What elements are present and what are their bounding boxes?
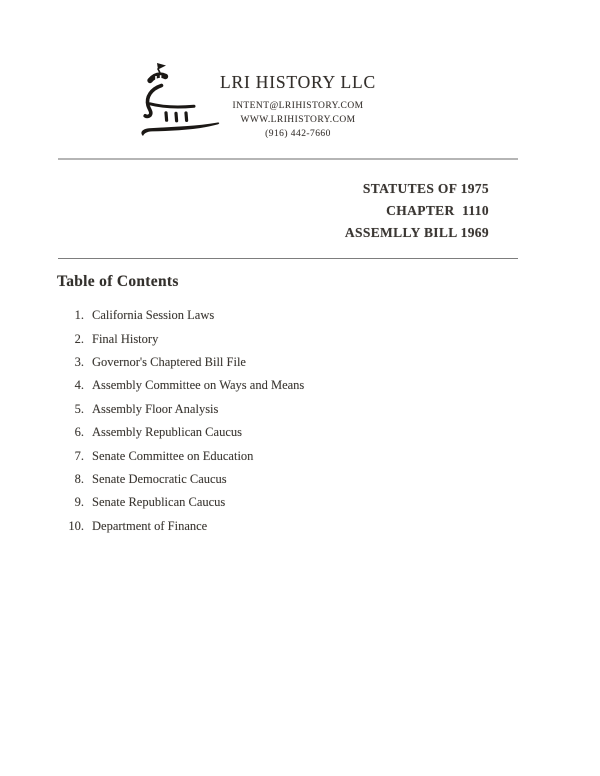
toc-item-label: Senate Republican Caucus — [92, 495, 226, 510]
company-name: LRI HISTORY LLC — [220, 72, 376, 92]
company-header — [217, 72, 379, 141]
toc-item-number: 10. — [68, 518, 84, 533]
capitol-dome-logo-icon — [137, 60, 225, 142]
toc-item-label: Assembly Republican Caucus — [92, 425, 242, 440]
toc-item-number: 9. — [74, 495, 84, 510]
toc-item — [57, 351, 477, 374]
toc-item-number: 5. — [74, 401, 84, 416]
toc-item-number: 3. — [74, 354, 84, 369]
statute-reference-block — [345, 178, 489, 244]
toc-item-label: Assembly Floor Analysis — [92, 401, 219, 416]
company-website: WWW.LRIHISTORY.COM — [240, 115, 356, 125]
toc-item — [57, 444, 477, 467]
toc-item-label: Governor's Chaptered Bill File — [92, 354, 246, 369]
company-phone: (916) 442-7660 — [265, 129, 331, 139]
toc-item-label: Senate Committee on Education — [92, 448, 254, 463]
toc-list — [57, 304, 477, 538]
toc-item — [57, 421, 477, 444]
section-divider — [58, 258, 518, 259]
toc-item-number: 2. — [74, 331, 84, 346]
toc-item — [57, 515, 477, 538]
statutes-line: STATUTES OF 1975 — [362, 181, 489, 196]
toc-item-label: Final History — [92, 331, 159, 346]
header-divider — [58, 158, 518, 160]
toc-title: Table of Contents — [57, 273, 179, 290]
assembly-bill-line: ASSEMLLY BILL 1969 — [344, 225, 489, 240]
toc-item-number: 8. — [74, 471, 84, 486]
toc-item — [57, 468, 477, 491]
toc-item-label: Department of Finance — [92, 518, 208, 533]
toc-item-number: 7. — [74, 448, 84, 463]
toc-item-number: 6. — [74, 425, 84, 440]
toc-item — [57, 304, 477, 327]
toc-item-label: Senate Democratic Caucus — [92, 471, 227, 486]
toc-item — [57, 327, 477, 350]
toc-item-number: 4. — [74, 378, 84, 393]
toc-item-label: Assembly Committee on Ways and Means — [92, 378, 305, 393]
toc-item — [57, 398, 477, 421]
toc-item-label: California Session Laws — [92, 308, 215, 323]
toc-item-number: 1. — [74, 308, 84, 323]
toc-item — [57, 374, 477, 397]
toc-item — [57, 491, 477, 514]
company-email: INTENT@LRIHISTORY.COM — [232, 101, 364, 111]
chapter-line: CHAPTER 1110 — [386, 203, 489, 218]
